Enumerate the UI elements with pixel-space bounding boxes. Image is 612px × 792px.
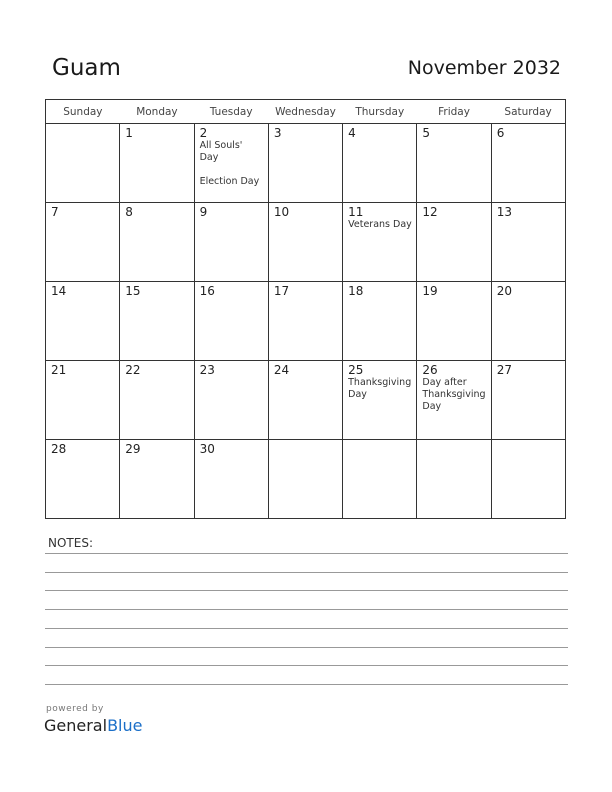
empty-day-cell [46,124,120,203]
day-cell [268,282,342,361]
day-cell [343,124,417,203]
day-cell [120,124,194,203]
holiday-event: All Souls' Day [199,140,243,163]
day-number: 2 [199,126,208,140]
weekday-header: Thursday [343,100,417,124]
day-number: 4 [348,126,356,140]
day-cell [268,124,342,203]
weekday-header: Wednesday [268,100,342,124]
month-year-title: November 2032 [407,57,561,79]
day-cell [46,440,120,519]
day-cell [194,440,268,519]
weekday-header: Monday [120,100,194,124]
day-number: 20 [496,284,512,298]
day-number: 21 [51,363,67,377]
day-cell [491,203,565,282]
day-number: 30 [199,442,215,456]
day-number: 10 [273,205,290,219]
day-cell [194,282,268,361]
day-cell [120,361,194,440]
day-cell [194,124,268,203]
day-number: 29 [125,442,141,456]
note-line [45,553,568,554]
holiday-event: Veterans Day [348,219,412,230]
day-number: 6 [496,126,505,140]
note-line [45,684,568,685]
weekday-header: Saturday [491,100,565,124]
weekday-header: Sunday [46,100,120,124]
day-number: 3 [273,126,282,140]
note-line [45,609,568,610]
day-number: 27 [496,363,512,377]
day-cell [120,440,194,519]
day-cell [417,203,491,282]
region-title: Guam [52,55,121,81]
day-number: 23 [199,363,215,377]
day-number: 14 [51,284,67,298]
week-row [46,440,566,519]
empty-day-cell [417,440,491,519]
day-number: 22 [125,363,141,377]
day-cell [120,282,194,361]
holiday-event: Election Day [199,176,260,187]
day-cell [343,203,417,282]
week-row [46,282,566,361]
day-cell [268,203,342,282]
day-number: 17 [273,284,290,298]
day-number: 5 [422,126,431,140]
brand-logo [44,716,142,735]
note-line [45,665,568,666]
day-number: 12 [422,205,438,219]
day-cell [417,124,491,203]
day-cell [491,282,565,361]
day-cell [491,124,565,203]
note-line [45,628,568,629]
day-number: 9 [199,205,208,219]
day-number: 15 [125,284,141,298]
day-cell [194,203,268,282]
powered-by-text: powered by [46,704,104,714]
day-cell [417,282,491,361]
day-number: 24 [273,363,290,377]
week-row [46,361,566,440]
brand-name-part1: General [44,716,108,735]
day-cell [194,361,268,440]
day-cell [491,361,565,440]
day-cell [120,203,194,282]
day-cell [343,282,417,361]
holiday-event: Day after Thanksgiving Day [422,377,486,412]
brand-name-part2: Blue [107,716,143,735]
day-number: 13 [496,205,512,219]
week-row [46,124,566,203]
day-cell [343,361,417,440]
day-number: 28 [51,442,67,456]
empty-day-cell [343,440,417,519]
calendar-grid [45,99,566,519]
day-cell [46,361,120,440]
holiday-event: Thanksgiving Day [348,377,412,400]
day-number: 8 [125,205,133,219]
day-number: 7 [51,205,59,219]
week-row [46,203,566,282]
note-line [45,647,568,648]
note-line [45,590,568,591]
day-cell [46,203,120,282]
day-number: 1 [125,126,133,140]
day-number: 25 [348,363,364,377]
empty-day-cell [491,440,565,519]
weekday-header-row [46,100,566,124]
weekday-header: Friday [417,100,491,124]
day-cell [268,361,342,440]
day-number: 11 [348,205,364,219]
day-number: 19 [422,284,438,298]
day-number: 26 [422,363,438,377]
day-cell [417,361,491,440]
day-number: 16 [199,284,215,298]
note-line [45,572,568,573]
weekday-header: Tuesday [194,100,268,124]
day-cell [46,282,120,361]
day-number: 18 [348,284,364,298]
empty-day-cell [268,440,342,519]
notes-label: NOTES: [48,536,93,550]
